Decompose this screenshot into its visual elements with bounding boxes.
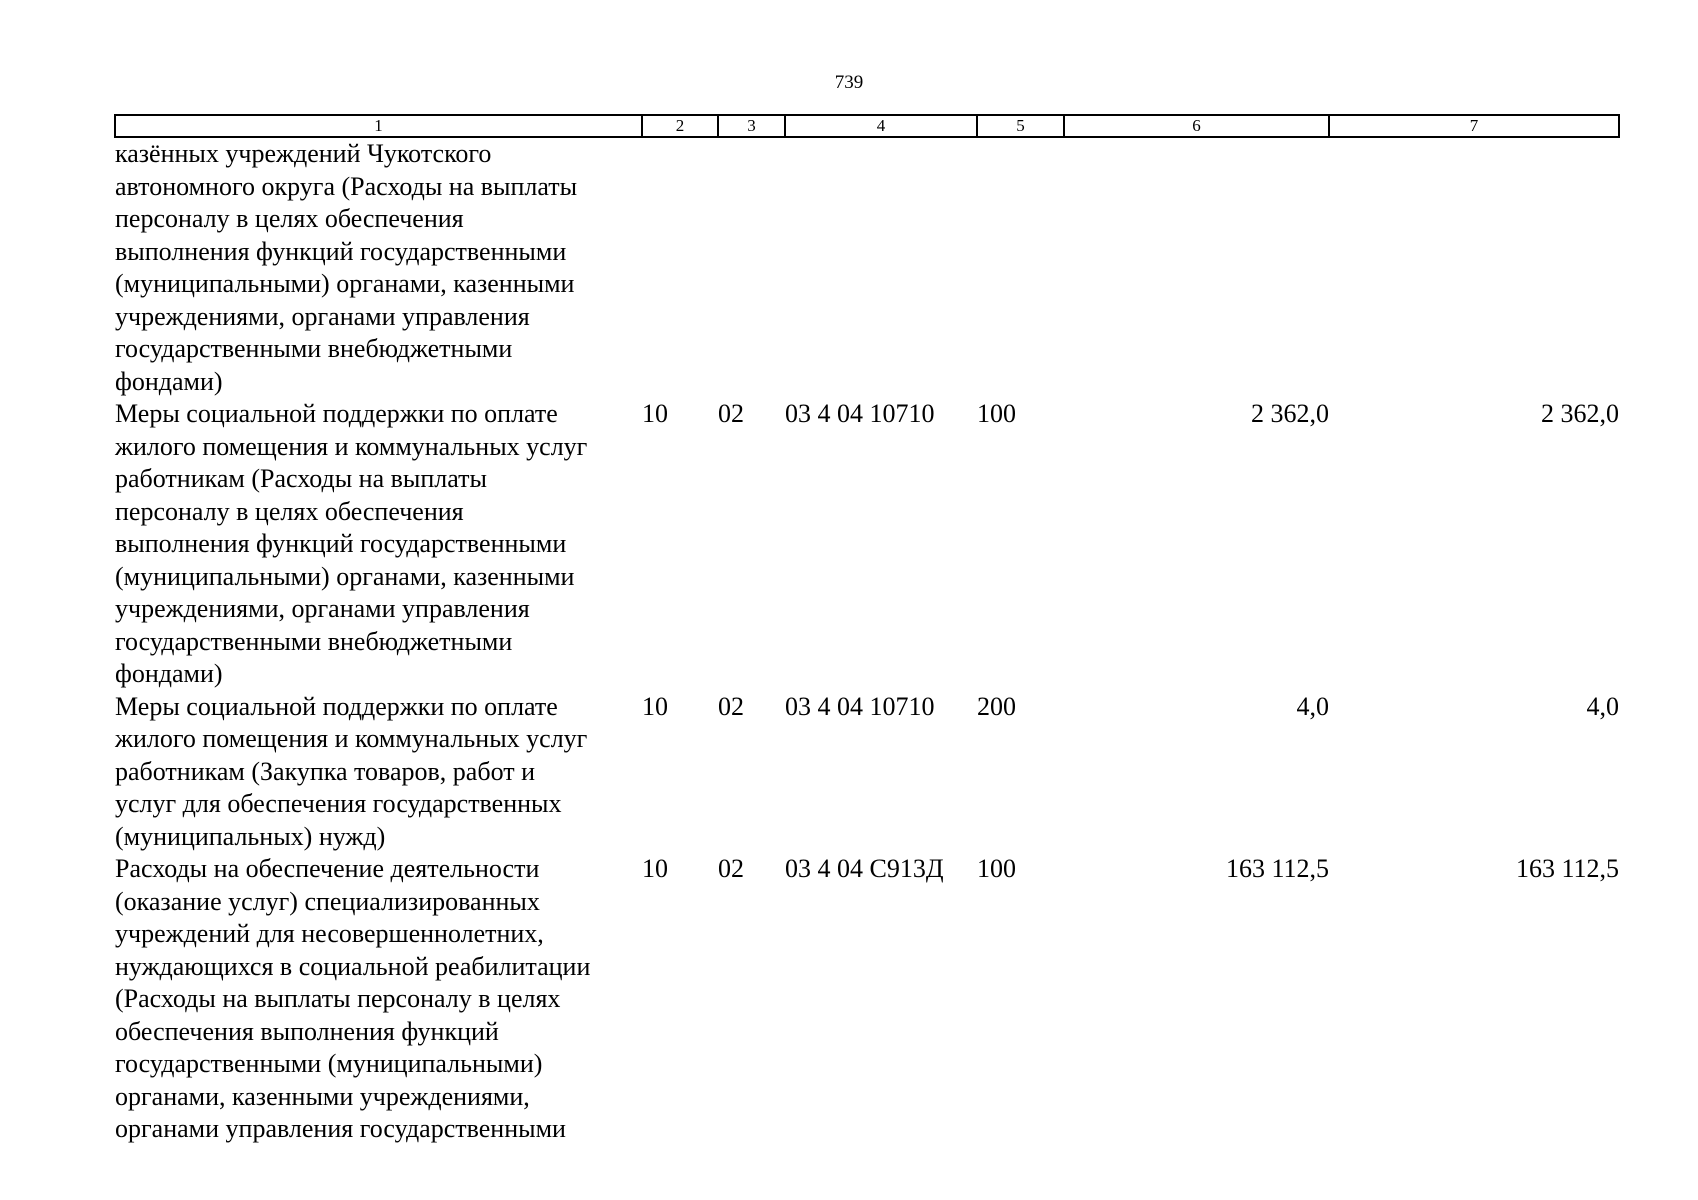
row-subsection: 02	[718, 691, 744, 721]
row-target-article: 03 4 04 10710	[785, 691, 935, 721]
column-header-7: 7	[1329, 115, 1619, 137]
row-expense-type	[977, 137, 1064, 398]
row-section	[642, 137, 718, 398]
column-header-2: 2	[642, 115, 718, 137]
column-header-5: 5	[977, 115, 1064, 137]
header-row	[115, 115, 1619, 137]
table-row	[115, 691, 1619, 854]
row-expense-type: 100	[977, 399, 1016, 428]
row-amount-2	[1329, 137, 1619, 398]
table-header	[115, 115, 1619, 137]
row-subsection: 02	[718, 399, 744, 428]
row-target-article: 03 4 04 С913Д	[785, 854, 944, 883]
table-body	[115, 137, 1619, 1146]
row-amount-2: 163 112,5	[1515, 854, 1619, 883]
column-header-4: 4	[785, 115, 977, 137]
column-header-3: 3	[718, 115, 785, 137]
column-header-1: 1	[115, 115, 642, 137]
row-amount-1: 4,0	[1296, 691, 1329, 721]
row-target-article	[785, 137, 977, 398]
row-expense-type: 100	[977, 854, 1016, 883]
row-amount-1: 2 362,0	[1251, 399, 1329, 428]
table-row	[115, 137, 1619, 398]
row-subsection: 02	[718, 854, 744, 883]
row-amount-2: 2 362,0	[1541, 399, 1619, 428]
row-description: Меры социальной поддержки по оплате жилого помещения и коммунальных услуг работникам (Закупка товаров, работ и услуг для обеспечения государственных (муниципальных) нужд)	[115, 691, 588, 851]
table-row	[115, 398, 1619, 691]
row-amount-1: 163 112,5	[1225, 854, 1329, 883]
row-description: Меры социальной поддержки по оплате жилого помещения и коммунальных услуг работникам (Расходы на выплаты персоналу в целях обеспечения выполнения функций государственными (муниципальными) органами, казенными учреждениями, органами управления государственными внебюджетными фондами)	[115, 399, 588, 688]
column-header-6: 6	[1064, 115, 1329, 137]
row-subsection	[718, 137, 785, 398]
table-row	[115, 853, 1619, 1146]
row-section: 10	[642, 399, 668, 428]
page-number: 739	[834, 72, 864, 93]
row-target-article: 03 4 04 10710	[785, 399, 935, 428]
row-amount-1	[1064, 137, 1329, 398]
row-description: казённых учреждений Чукотского автономного округа (Расходы на выплаты персоналу в целях обеспечения выполнения функций государственными (муниципальными) органами, казенными учреждениями, органами управления государственными внебюджетными фондами)	[115, 139, 578, 396]
row-description: Расходы на обеспечение деятельности (оказание услуг) специализированных учреждений для несовершеннолетних, нуждающихся в социальной реабилитации (Расходы на выплаты персоналу в целях обеспечения выполнения функций государственными (муниципальными) органами, казенными учреждениями, органами управления государственными	[115, 854, 591, 1143]
budget-table	[114, 114, 1620, 1146]
row-section: 10	[642, 691, 668, 721]
row-amount-2: 4,0	[1586, 691, 1619, 721]
row-expense-type: 200	[977, 691, 1016, 721]
row-section: 10	[642, 854, 668, 883]
